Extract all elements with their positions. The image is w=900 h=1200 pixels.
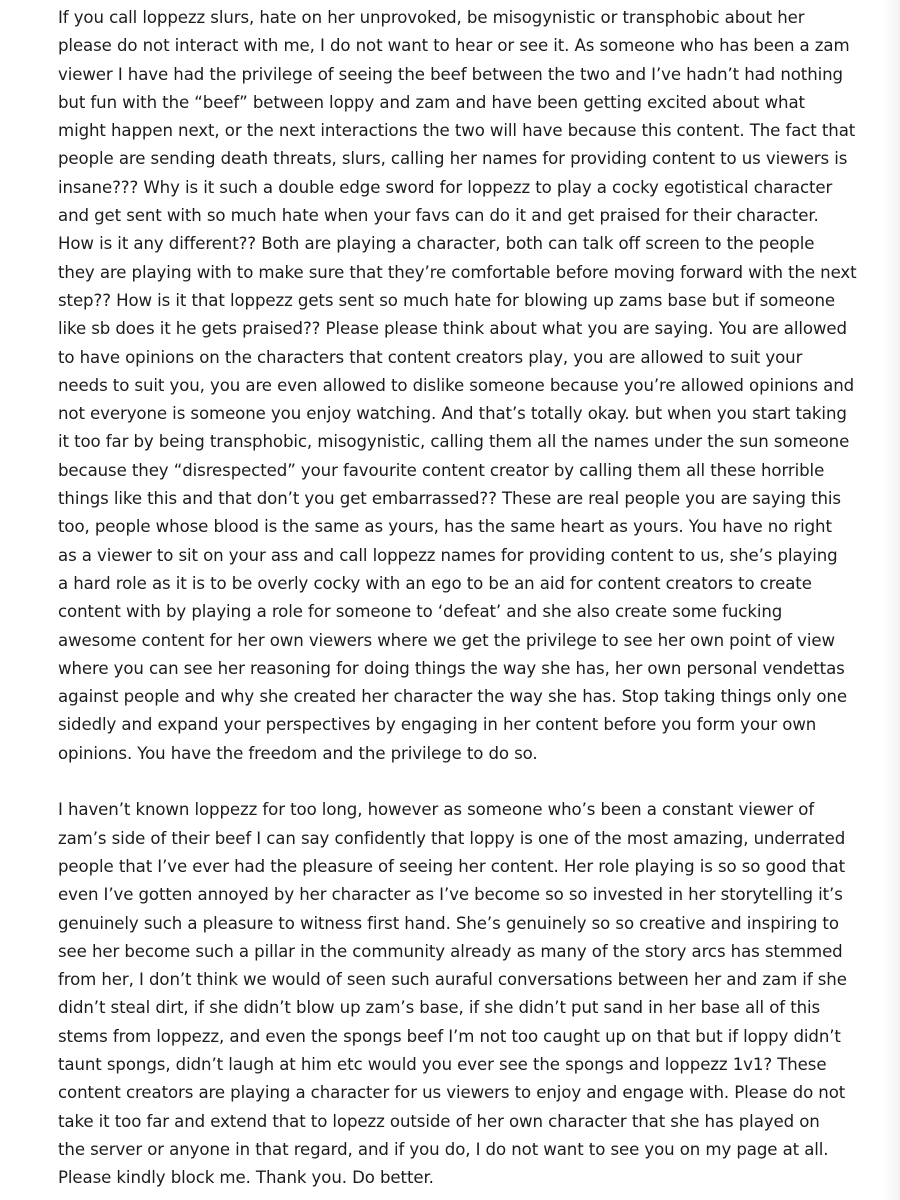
note-body[interactable] — [58, 4, 858, 1192]
scrollbar-track — [882, 0, 900, 1200]
note-paragraph-2: I haven’t known loppezz for too long, however as someone who’s been a constant viewer of zam’s side of their beef I can say confidently that loppy is one of the most amazing, underrated people that I’ve ever had the pleasure of seeing her content. Her role playing is so so good that even I’ve gotten annoyed by her character as I’ve become so so invested in her storytelling it’s genuinely such a pleasure to witness first hand. She’s genuinely so so creative and inspiring to see her become such a pillar in the community already as many of the story arcs has stemmed from her, I don’t think we would of seen such auraful conversations between her and zam if she didn’t steal dirt, if she didn’t blow up zam’s base, if she didn’t put sand in her base all of this stems from loppezz, and even the spongs beef I’m not too caught up on that but if loppy didn’t taunt spongs, didn’t laugh at him etc would you ever see the spongs and loppezz 1v1? These content creators are playing a character for us viewers to enjoy and engage with. Please do not take it too far and extend that to lopezz outside of her own character that she has played on the server or anyone in that regard, and if you do, I do not want to see you on my page at all. Please kindly block me. Thank you. Do better. — [58, 800, 847, 1188]
note-paragraph-1: If you call loppezz slurs, hate on her unprovoked, be misogynistic or transphobic about her please do not interact with me, I do not want to hear or see it. As someone who has been a zam viewer I have had the privilege of seeing the beef between the two and I’ve hadn’t had nothing but fun with the “beef” between loppy and zam and have been getting excited about what might happen next, or the next interactions the two will have because this content. The fact that people are sending death threats, slurs, calling her names for providing content to us viewers is insane??? Why is it such a double edge sword for loppezz to play a cocky egotistical character and get sent with so much hate when your favs can do it and get praised for their character. How is it any different?? Both are playing a character, both can talk off screen to the people they are playing with to make sure that they’re comfortable before moving forward with the next step?? How is it that loppezz gets sent so much hate for blowing up zams base but if someone like sb does it he gets praised?? Please please think about what you are saying. You are allowed to have opinions on the characters that content creators play, you are allowed to suit your needs to suit you, you are even allowed to dislike someone because you’re allowed opinions and not everyone is someone you enjoy watching. And that’s totally okay. but when you start taking it too far by being transphobic, misogynistic, calling them all the names under the sun someone because they “disrespected” your favourite content creator by calling them all these horrible things like this and that don’t you get embarrassed?? These are real people you are saying this too, people whose blood is the same as yours, has the same heart as yours. You have no right as a viewer to sit on your ass and call loppezz names for providing content to us, she’s playing a hard role as it is to be overly cocky with an ego to be an aid for content creators to create content with by playing a role for someone to ‘defeat’ and she also create some fucking awesome content for her own viewers where we get the privilege to see her own point of view where you can see her reasoning for doing things the way she has, her own personal vendettas against people and why she created her character the way she has. Stop taking things only one sidedly and expand your perspectives by engaging in her content before you form your own opinions. You have the freedom and the privilege to do so. — [58, 8, 857, 763]
